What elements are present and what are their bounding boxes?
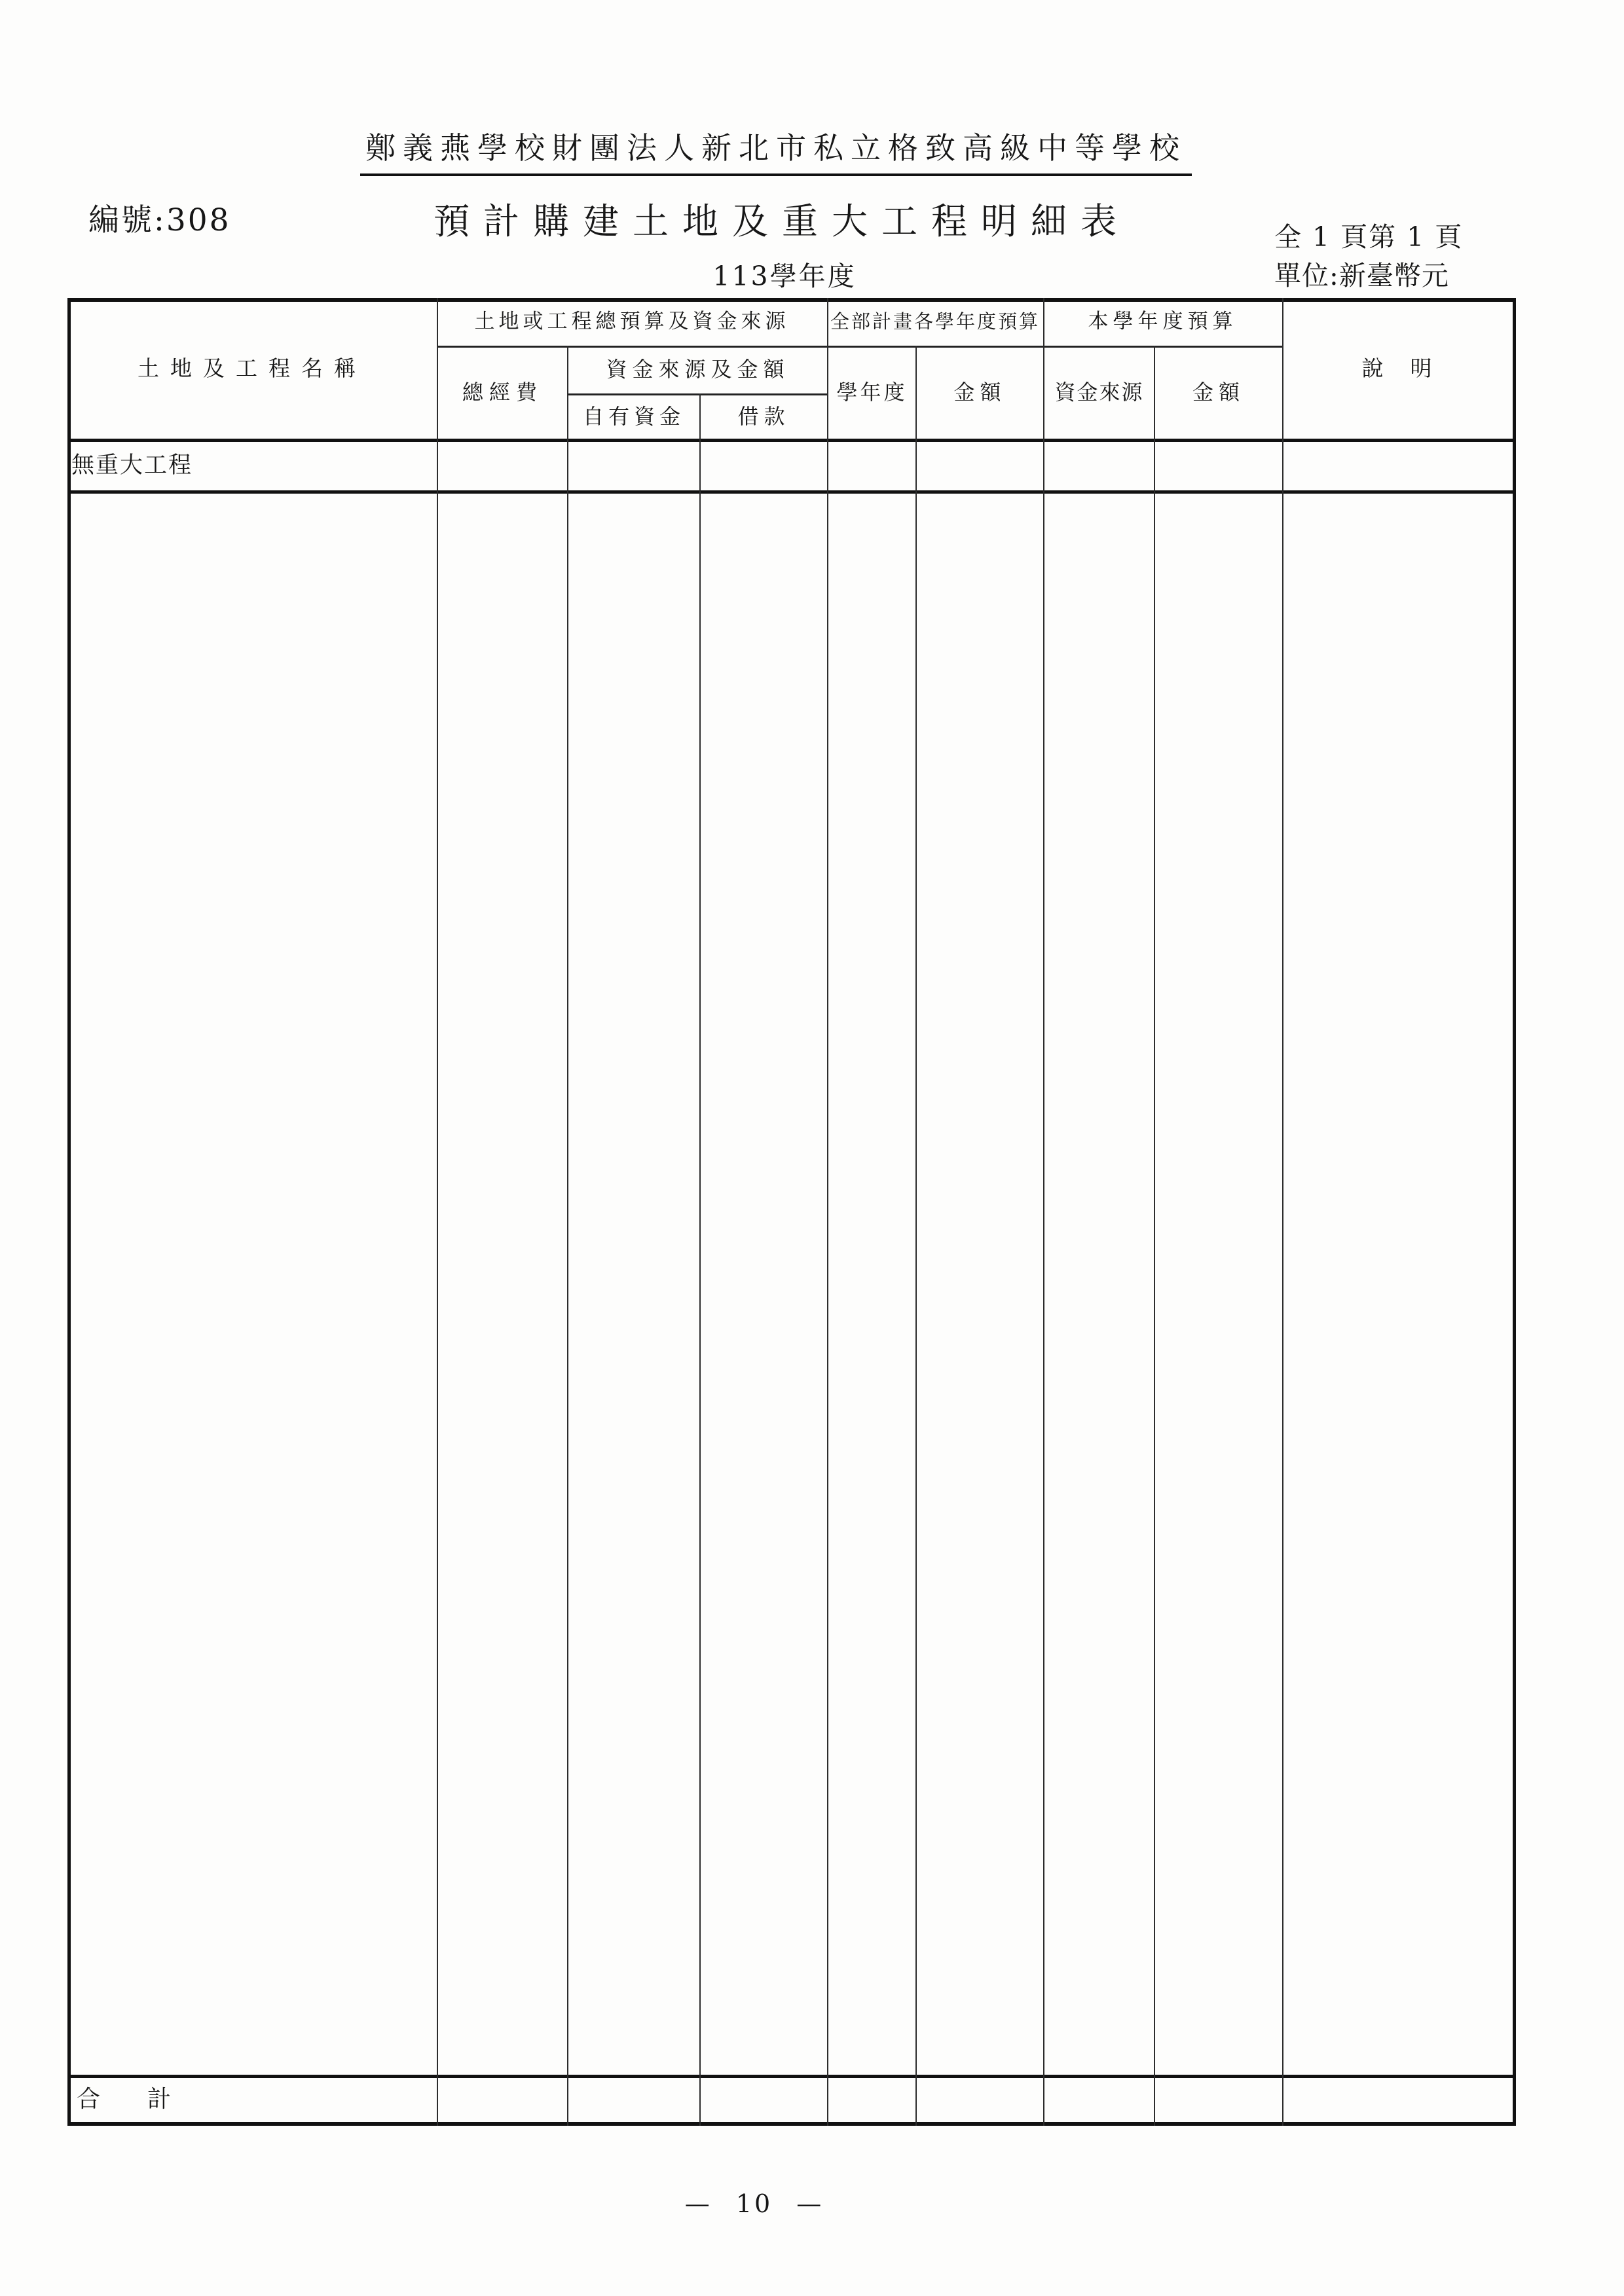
- column-divider: [827, 298, 828, 2126]
- page-number: — 10 —: [684, 2189, 824, 2218]
- table-border-bottom: [67, 2122, 1516, 2126]
- school-name: 鄭義燕學校財團法人新北市私立格致高級中等學校: [360, 124, 1192, 176]
- column-divider: [1282, 298, 1283, 2126]
- table-row: [67, 442, 1513, 490]
- header-name-column: 土地及工程名稱: [138, 355, 367, 382]
- header-amount-current-year: 金額: [1192, 379, 1245, 405]
- page-info: 全 1 頁第 1 頁: [1274, 221, 1464, 253]
- header-funding-source: 資金來源: [1054, 379, 1144, 405]
- header-total-cost: 總經費: [462, 379, 543, 405]
- column-divider: [699, 393, 701, 2126]
- column-divider: [915, 346, 917, 2126]
- page-title: 預計購建土地及重大工程明細表: [433, 200, 1130, 242]
- total-label-cell: 合 計: [77, 2086, 172, 2113]
- doc-number: 編號:308: [88, 202, 231, 238]
- header-group-all-years-budget: 全部計畫各學年度預算: [830, 310, 1040, 333]
- header-group-total-budget: 土地或工程總預算及資金來源: [474, 310, 790, 334]
- column-divider: [1154, 346, 1155, 2126]
- currency-unit: 單位:新臺幣元: [1274, 260, 1449, 291]
- row-name-cell: 無重大工程: [71, 452, 193, 479]
- header-own-funds: 自有資金: [582, 403, 685, 429]
- table-border-left: [67, 298, 71, 2126]
- table-border-right: [1513, 298, 1516, 2126]
- header-remarks: 說 明: [1361, 355, 1435, 382]
- header-school-year: 學年度: [836, 379, 908, 405]
- first-row-bottom-rule: [67, 490, 1516, 494]
- column-divider: [567, 346, 568, 2126]
- header-funding-and-amount: 資金來源及金額: [606, 357, 790, 382]
- academic-year: 113學年度: [712, 261, 857, 292]
- column-divider: [1043, 298, 1044, 2126]
- header-loan: 借款: [737, 403, 790, 429]
- header-group-current-year-budget: 本學年度預算: [1088, 310, 1238, 334]
- column-divider: [437, 298, 438, 2126]
- table-total-row: [67, 2078, 1513, 2122]
- header-amount-all-years: 金額: [953, 379, 1006, 405]
